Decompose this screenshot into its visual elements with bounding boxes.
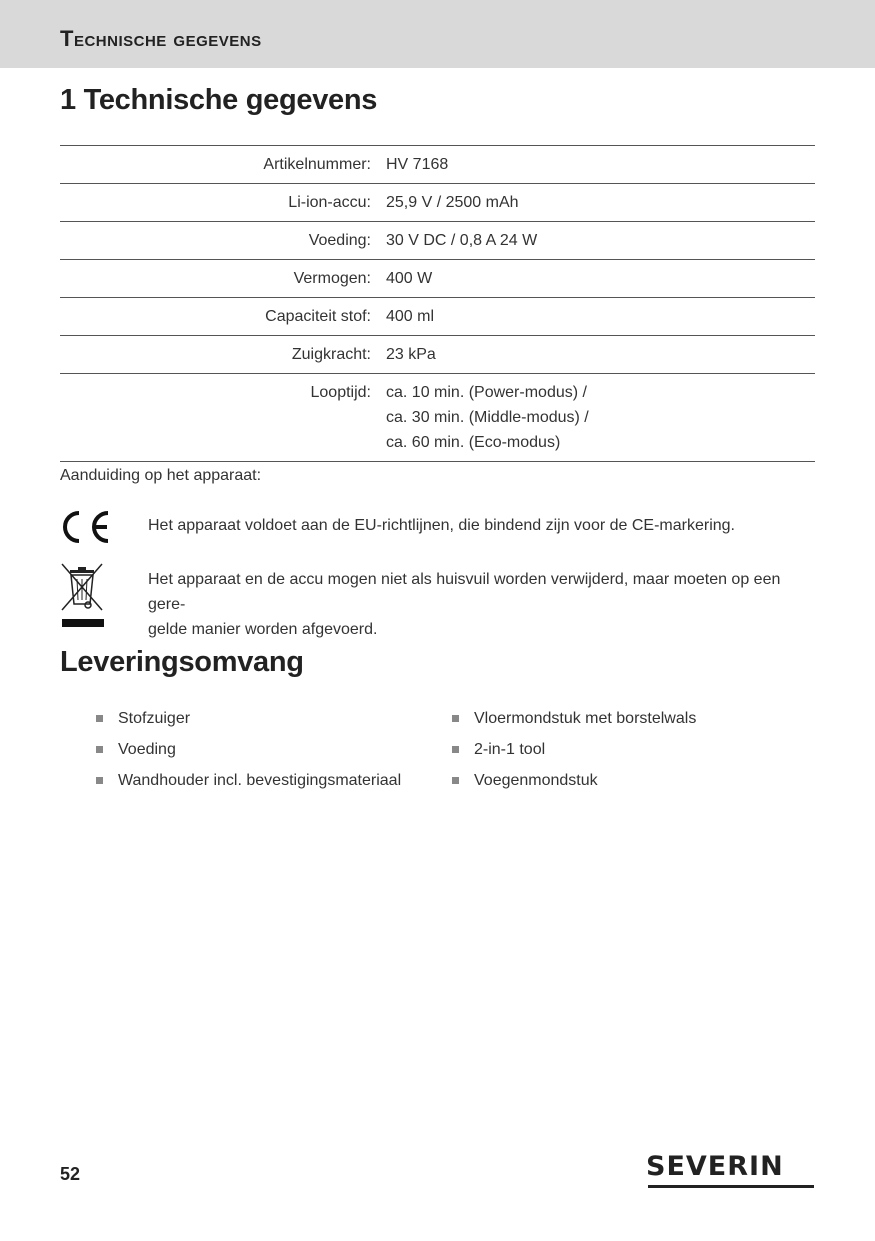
ce-description: Het apparaat voldoet aan de EU-richtlijnen, die bindend zijn voor de CE-markering.: [148, 517, 735, 534]
spec-value-line: 25,9 V / 2500 mAh: [386, 194, 519, 211]
delivery-list-left: [96, 703, 401, 796]
severin-logo: [646, 1152, 816, 1190]
bullet-square-icon: [96, 777, 103, 784]
ce-mark-icon: [58, 508, 114, 546]
spec-value-line: ca. 60 min. (Eco-modus): [386, 434, 561, 451]
spec-value-line: 23 kPa: [386, 346, 436, 363]
markings-title: Aanduiding op het apparaat:: [60, 467, 262, 484]
spec-label: Artikelnummer:: [263, 156, 371, 173]
spec-value: [371, 380, 589, 455]
spec-row: [60, 222, 815, 260]
bullet-square-icon: [452, 777, 459, 784]
spec-value: [371, 342, 436, 367]
spec-value: [371, 266, 432, 291]
spec-row: [60, 298, 815, 336]
spec-row: [60, 260, 815, 298]
spec-row: [60, 374, 815, 462]
list-item: [96, 734, 401, 765]
spec-value-line: ca. 30 min. (Middle-modus) /: [386, 409, 589, 426]
bullet-square-icon: [452, 715, 459, 722]
list-item: [452, 765, 696, 796]
bullet-square-icon: [452, 746, 459, 753]
spec-row: [60, 336, 815, 374]
spec-value-line: 400 W: [386, 270, 433, 287]
list-item: [452, 703, 696, 734]
bullet-square-icon: [96, 746, 103, 753]
spec-value: [371, 152, 448, 177]
list-item: [96, 765, 401, 796]
spec-label: Voeding:: [308, 232, 371, 249]
spec-label: Capaciteit stof:: [265, 308, 371, 325]
section-heading-technical-data: 1 Technische gegevens: [60, 84, 378, 116]
list-item-label: 2-in-1 tool: [474, 740, 546, 758]
crossed-bin-icon: [58, 562, 106, 632]
spec-label: Vermogen:: [293, 270, 371, 287]
spec-value-line: 30 V DC / 0,8 A 24 W: [386, 232, 538, 249]
delivery-list-right: [452, 703, 696, 796]
spec-value-line: HV 7168: [386, 156, 449, 173]
spec-value: [371, 190, 519, 215]
list-item-label: Vloermondstuk met borstelwals: [474, 709, 697, 727]
brand-wordmark: SEVERIN: [646, 1151, 784, 1182]
bullet-square-icon: [96, 715, 103, 722]
brand-underline: [648, 1185, 814, 1188]
weee-description-line: Het apparaat en de accu mogen niet als huisvuil worden verwijderd, maar moeten op een gere-: [148, 571, 781, 613]
weee-description-line: gelde manier worden afgevoerd.: [148, 621, 378, 638]
spec-value-line: 400 ml: [386, 308, 435, 325]
list-item-label: Voegenmondstuk: [474, 771, 598, 789]
spec-row: [60, 184, 815, 222]
list-item: [96, 703, 401, 734]
page-number: 52: [60, 1164, 81, 1184]
spec-value-line: ca. 10 min. (Power-modus) /: [386, 384, 587, 401]
list-item-label: Voeding: [118, 740, 176, 758]
list-item-label: Wandhouder incl. bevestigingsmateriaal: [118, 771, 402, 789]
spec-label: Looptijd:: [310, 384, 371, 401]
spec-label: Zuigkracht:: [291, 346, 371, 363]
list-item: [452, 734, 696, 765]
spec-label: Li-ion-accu:: [288, 194, 371, 211]
spec-row: [60, 146, 815, 184]
spec-value: [371, 304, 434, 329]
spec-table: [60, 145, 815, 462]
list-item-label: Stofzuiger: [118, 709, 191, 727]
spec-value: [371, 228, 537, 253]
weee-description: [148, 567, 808, 642]
section-heading-scope-of-delivery: Leveringsomvang: [60, 646, 304, 678]
page-header-title: Technische gegevens: [60, 26, 262, 51]
